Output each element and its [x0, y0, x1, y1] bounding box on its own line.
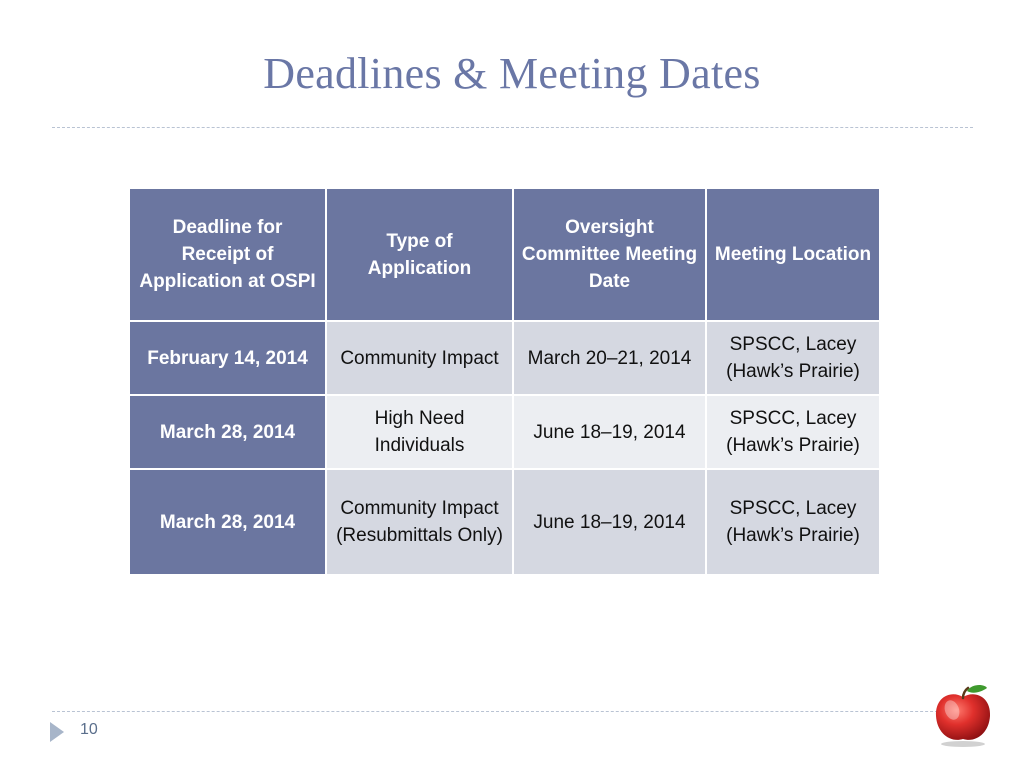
table-row [129, 321, 880, 395]
cell-meeting-date: June 18–19, 2014 [513, 469, 706, 575]
header-meeting-date: Oversight Committee Meeting Date [513, 188, 706, 321]
header-location: Meeting Location [706, 188, 880, 321]
slide-title: Deadlines & Meeting Dates [263, 49, 761, 98]
footer-divider [52, 711, 973, 712]
cell-type: High Need Individuals [326, 395, 513, 469]
deadlines-table [128, 187, 881, 576]
table-header-row [129, 188, 880, 321]
cell-location: SPSCC, Lacey (Hawk’s Prairie) [706, 395, 880, 469]
title-divider [52, 127, 973, 128]
cell-type: Community Impact (Resubmittals Only) [326, 469, 513, 575]
triangle-right-icon [50, 722, 64, 742]
cell-location: SPSCC, Lacey (Hawk’s Prairie) [706, 469, 880, 575]
slide-number: 10 [80, 721, 98, 738]
cell-deadline: March 28, 2014 [129, 395, 326, 469]
cell-deadline: February 14, 2014 [129, 321, 326, 395]
apple-icon [930, 682, 996, 748]
cell-deadline: March 28, 2014 [129, 469, 326, 575]
cell-location: SPSCC, Lacey (Hawk’s Prairie) [706, 321, 880, 395]
table-row [129, 469, 880, 575]
table-row [129, 395, 880, 469]
cell-meeting-date: June 18–19, 2014 [513, 395, 706, 469]
header-type: Type of Application [326, 188, 513, 321]
cell-meeting-date: March 20–21, 2014 [513, 321, 706, 395]
header-deadline: Deadline for Receipt of Application at OSPI [129, 188, 326, 321]
cell-type: Community Impact [326, 321, 513, 395]
